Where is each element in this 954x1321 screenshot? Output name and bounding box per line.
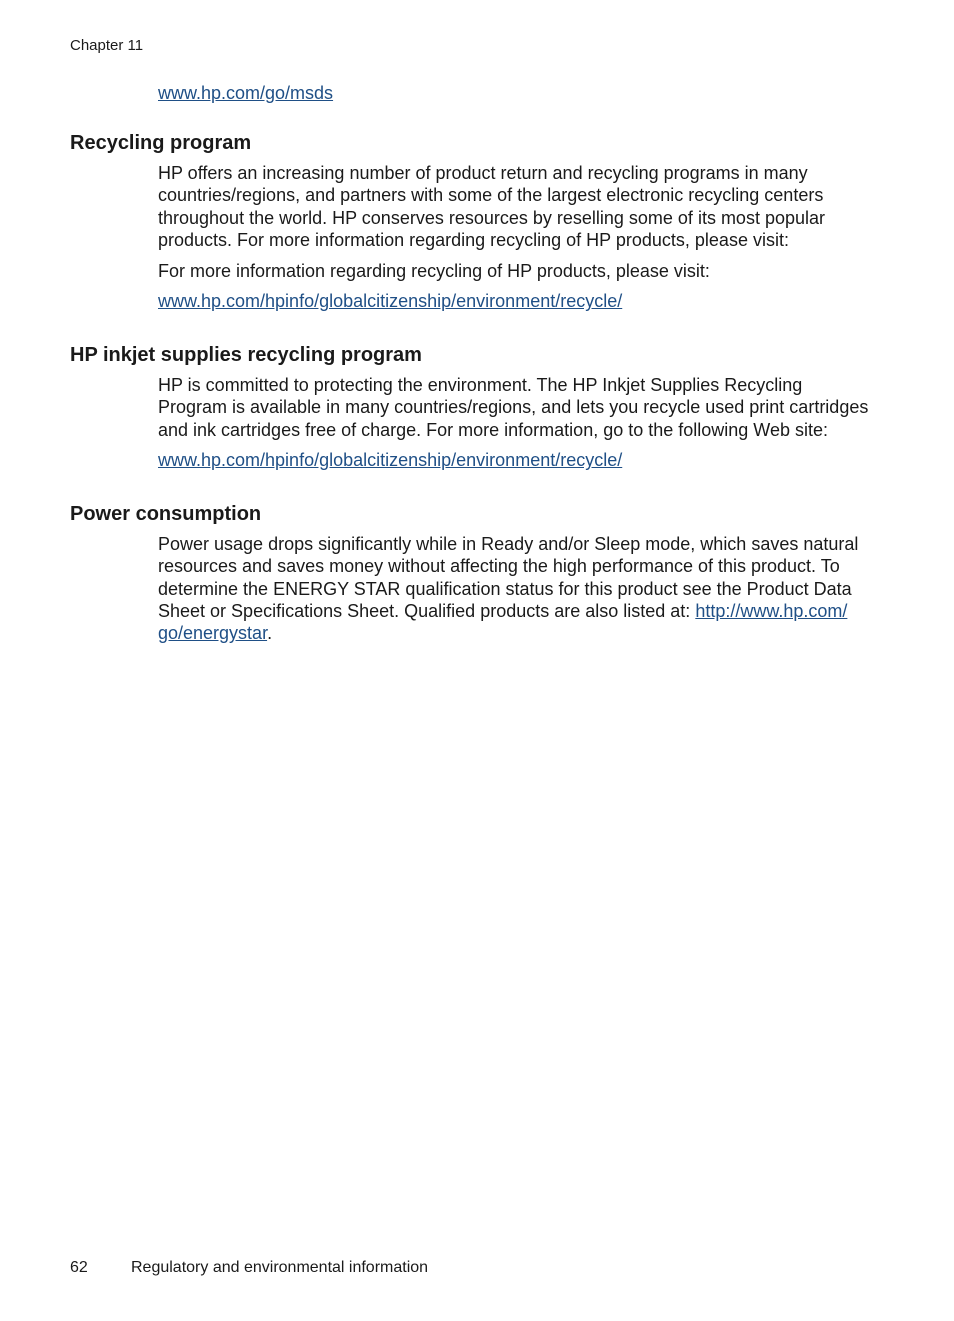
power-consumption-heading: Power consumption xyxy=(70,503,262,525)
recycling-program-body xyxy=(158,162,870,313)
recycling-link[interactable]: www.hp.com/hpinfo/globalcitizenship/environment/recycle/ xyxy=(158,291,623,312)
power-trailing-period: . xyxy=(267,623,273,644)
power-paragraph-text: Power usage drops significantly while in Ready and/or Sleep mode, which saves natural resources and saves money without affecting the high performance of this product. To determine the ENERGY STAR qualification status for this product see the Product Data Sheet or Specifications Sheet. Qualified products are also listed at: xyxy=(158,534,859,621)
page-footer xyxy=(70,1258,428,1277)
recycling-paragraph-1: HP offers an increasing number of product return and recycling programs in many countries/regions, and partners with some of the largest electronic recycling centers throughout the world. HP conserves resources by reselling some of its most popular products. For more information regarding recycling of HP products, please visit: xyxy=(158,163,825,250)
chapter-label: Chapter 11 xyxy=(70,37,144,54)
inkjet-link-line xyxy=(158,449,870,471)
page-number: 62 xyxy=(70,1259,88,1276)
inkjet-recycling-body xyxy=(158,374,870,472)
energystar-link-line-1: http://www.hp.com/ xyxy=(695,600,848,621)
recycling-program-heading: Recycling program xyxy=(70,132,252,154)
msds-link[interactable]: www.hp.com/go/msds xyxy=(158,83,334,103)
recycling-paragraph-2: For more information regarding recycling of HP products, please visit: xyxy=(158,260,710,281)
inkjet-recycling-link[interactable]: www.hp.com/hpinfo/globalcitizenship/environment/recycle/ xyxy=(158,450,623,471)
inkjet-recycling-heading: HP inkjet supplies recycling program xyxy=(70,344,422,366)
inkjet-paragraph: HP is committed to protecting the environment. The HP Inkjet Supplies Recycling Program is available in many countries/regions, and lets you recycle used print cartridges and ink cartridges free of charge. For more information, go to the following Web site: xyxy=(158,375,869,440)
recycling-program-section xyxy=(70,131,870,313)
power-paragraph xyxy=(158,533,870,644)
inkjet-recycling-section xyxy=(70,343,870,472)
power-consumption-body xyxy=(158,533,870,644)
footer-section-title: Regulatory and environmental information xyxy=(131,1259,429,1276)
recycling-link-line xyxy=(158,290,870,312)
power-consumption-section xyxy=(70,502,870,644)
energystar-link-line-2: go/energystar xyxy=(158,623,268,644)
